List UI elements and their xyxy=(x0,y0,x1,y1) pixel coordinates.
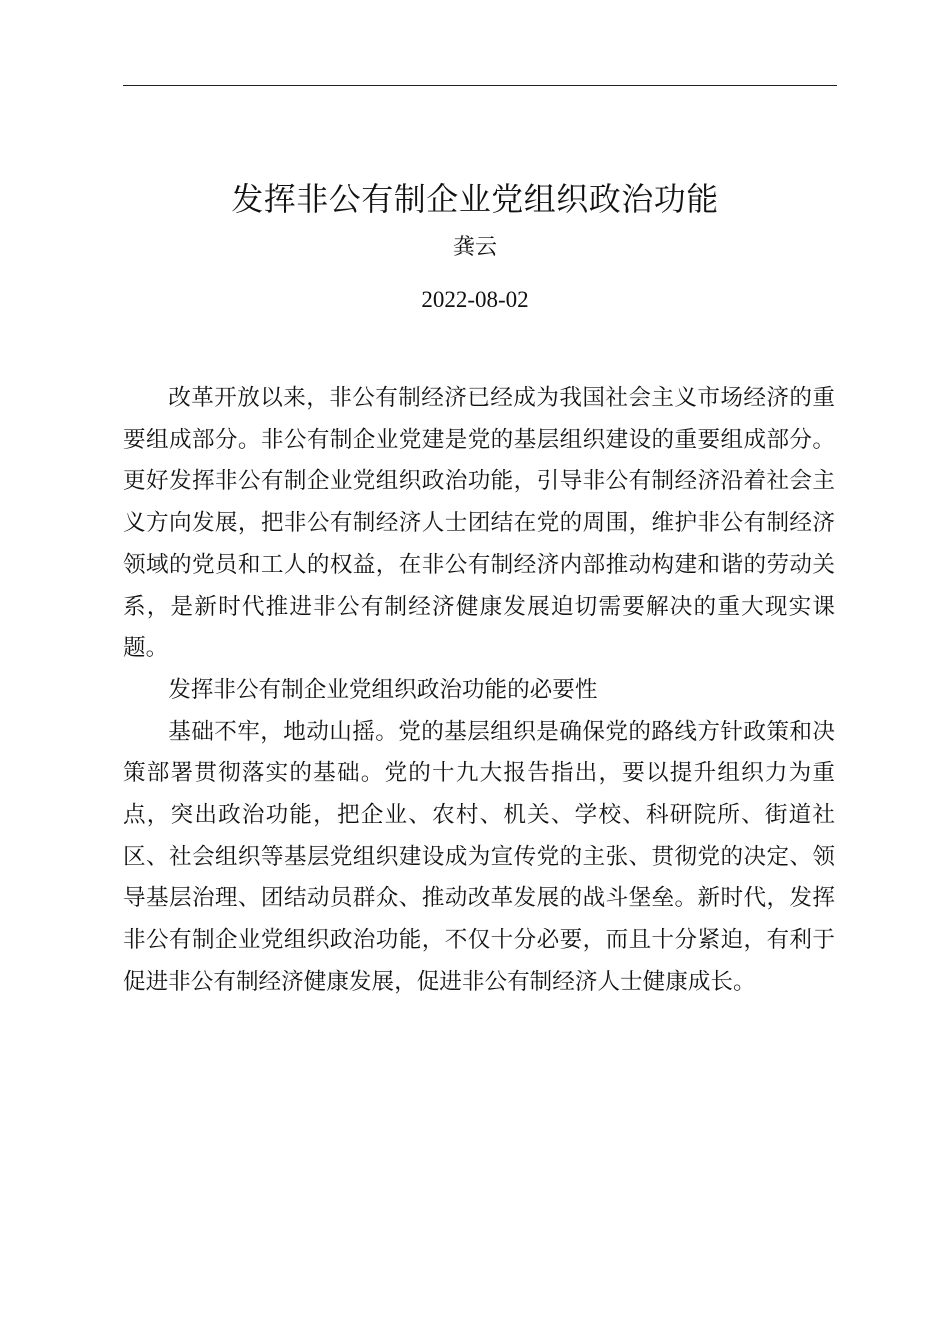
section-heading-necessity: 发挥非公有制企业党组织政治功能的必要性 xyxy=(168,676,598,703)
document-title: 发挥非公有制企业党组织政治功能 xyxy=(231,180,719,218)
article-body xyxy=(123,378,835,1004)
publish-date: 2022-08-02 xyxy=(421,287,529,312)
header-rule xyxy=(123,85,837,86)
author-name: 龚云 xyxy=(452,235,497,260)
paragraph-foundation: 基础不牢，地动山摇。党的基层组织是确保党的路线方针政策和决策部署贯彻落实的基础。党的十九大报告指出，要以提升组织力为重点，突出政治功能，把企业、农村、机关、学校、科研院所、街道社区、社会组织等基层党组织建设成为宣传党的主张、贯彻党的决定、领导基层治理、团结动员群众、推动改革发展的战斗堡垒。新时代，发挥非公有制企业党组织政治功能，不仅十分必要，而且十分紧迫，有利于促进非公有制经济健康发展，促进非公有制经济人士健康成长。 xyxy=(123,718,835,995)
paragraph-intro: 改革开放以来，非公有制经济已经成为我国社会主义市场经济的重要组成部分。非公有制企业党建是党的基层组织建设的重要组成部分。更好发挥非公有制企业党组织政治功能，引导非公有制经济沿着社会主义方向发展，把非公有制经济人士团结在党的周围，维护非公有制经济领域的党员和工人的权益，在非公有制经济内部推动构建和谐的劳动关系，是新时代推进非公有制经济健康发展迫切需要解决的重大现实课题。 xyxy=(123,385,835,662)
